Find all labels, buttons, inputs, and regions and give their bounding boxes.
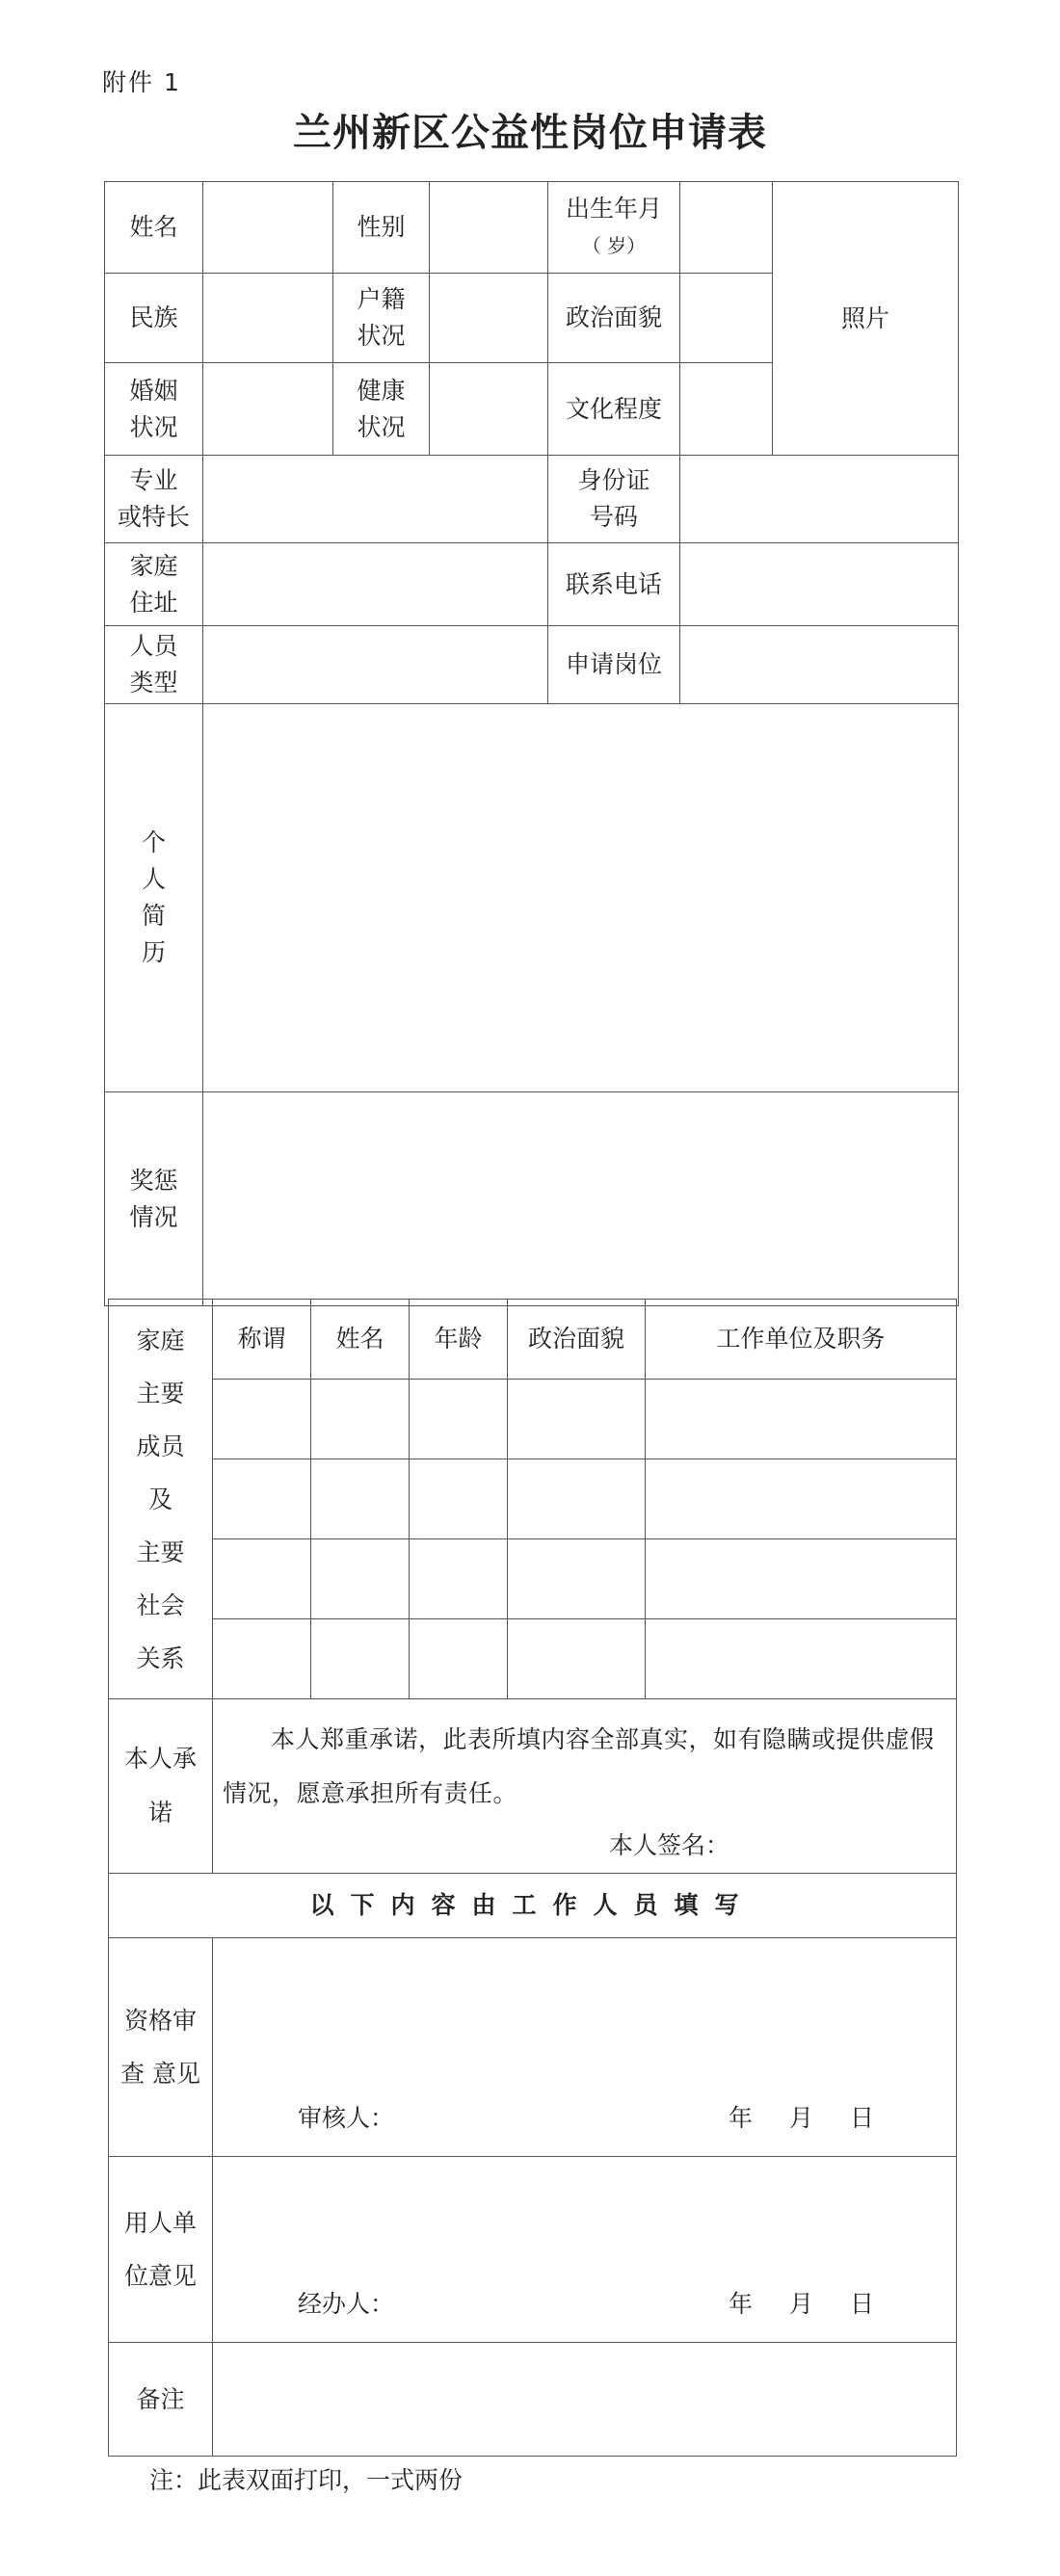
cell[interactable] xyxy=(410,1380,508,1459)
cell[interactable] xyxy=(646,1539,957,1619)
cell[interactable] xyxy=(311,1380,410,1459)
person-type-field[interactable] xyxy=(203,626,548,704)
attachment-label: 附件 1 xyxy=(102,68,181,96)
table-row xyxy=(109,1380,957,1459)
col-name: 姓名 xyxy=(311,1300,410,1380)
awards-label: 奖惩 情况 xyxy=(105,1092,203,1306)
remarks-label: 备注 xyxy=(109,2343,213,2457)
cell[interactable] xyxy=(311,1619,410,1699)
name-label: 姓名 xyxy=(105,182,203,274)
address-field[interactable] xyxy=(203,543,548,626)
specialty-label: 专业 或特长 xyxy=(105,456,203,543)
position-label: 申请岗位 xyxy=(548,626,680,704)
cell[interactable] xyxy=(410,1619,508,1699)
awards-field[interactable] xyxy=(203,1092,959,1306)
education-label: 文化程度 xyxy=(548,363,680,456)
employer-opinion-field[interactable] xyxy=(213,2157,957,2343)
pledge-text: 本人郑重承诺，此表所填内容全部真实，如有隐瞒或提供虚假情况，愿意承担所有责任。 xyxy=(223,1725,935,1807)
col-political: 政治面貌 xyxy=(508,1300,646,1380)
photo-box[interactable]: 照片 xyxy=(773,182,959,456)
form-title: 兰州新区公益性岗位申请表 xyxy=(293,110,767,155)
gender-field[interactable] xyxy=(430,182,548,274)
id-field[interactable] xyxy=(680,456,959,543)
education-field[interactable] xyxy=(680,363,773,456)
staff-section-header: 以下内容由工作人员填写 xyxy=(109,1874,957,1938)
cell[interactable] xyxy=(213,1619,311,1699)
ethnicity-field[interactable] xyxy=(203,274,333,363)
pledge-label: 本人承 诺 xyxy=(109,1699,213,1874)
health-field[interactable] xyxy=(430,363,548,456)
birth-label: 出生年月 （ 岁） xyxy=(548,182,680,274)
cell[interactable] xyxy=(508,1459,646,1539)
phone-label: 联系电话 xyxy=(548,543,680,626)
cell[interactable] xyxy=(213,1539,311,1619)
col-employer: 工作单位及职务 xyxy=(646,1300,957,1380)
health-label: 健康 状况 xyxy=(333,363,430,456)
cell[interactable] xyxy=(311,1539,410,1619)
hukou-label: 户籍 状况 xyxy=(333,274,430,363)
cell[interactable] xyxy=(508,1619,646,1699)
cell[interactable] xyxy=(508,1539,646,1619)
name-field[interactable] xyxy=(203,182,333,274)
col-age: 年龄 xyxy=(410,1300,508,1380)
marital-label: 婚姻 状况 xyxy=(105,363,203,456)
table-row xyxy=(109,1619,957,1699)
cell[interactable] xyxy=(410,1459,508,1539)
phone-field[interactable] xyxy=(680,543,959,626)
cell[interactable] xyxy=(213,1459,311,1539)
cell[interactable] xyxy=(213,1380,311,1459)
political-field[interactable] xyxy=(680,274,773,363)
birth-field[interactable] xyxy=(680,182,773,274)
resume-field[interactable] xyxy=(203,704,959,1092)
cell[interactable] xyxy=(410,1539,508,1619)
hukou-field[interactable] xyxy=(430,274,548,363)
footnote: 注：此表双面打印，一式两份 xyxy=(149,2466,464,2494)
table-row xyxy=(109,1459,957,1539)
signature-label: 本人签名： xyxy=(608,1831,729,1859)
review-label: 资格审 查 意见 xyxy=(109,1938,213,2157)
id-label: 身份证 号码 xyxy=(548,456,680,543)
cell[interactable] xyxy=(646,1459,957,1539)
review-date: 年 月 日 xyxy=(729,2104,875,2132)
cell[interactable] xyxy=(646,1380,957,1459)
family-side-label: 家庭 主要 成员 及 主要 社会 关系 xyxy=(109,1300,213,1699)
handler-label: 经办人： xyxy=(298,2290,395,2318)
gender-label: 性别 xyxy=(333,182,430,274)
political-label: 政治面貌 xyxy=(548,274,680,363)
col-relation: 称谓 xyxy=(213,1300,311,1380)
reviewer-label: 审核人： xyxy=(298,2104,395,2132)
cell[interactable] xyxy=(311,1459,410,1539)
remarks-field[interactable] xyxy=(213,2343,957,2457)
personal-info-table xyxy=(104,181,959,1306)
pledge-cell xyxy=(213,1699,957,1874)
position-field[interactable] xyxy=(680,626,959,704)
employer-date: 年 月 日 xyxy=(729,2290,875,2318)
cell[interactable] xyxy=(508,1380,646,1459)
marital-field[interactable] xyxy=(203,363,333,456)
table-row xyxy=(109,1539,957,1619)
review-opinion-field[interactable] xyxy=(213,1938,957,2157)
specialty-field[interactable] xyxy=(203,456,548,543)
ethnicity-label: 民族 xyxy=(105,274,203,363)
address-label: 家庭 住址 xyxy=(105,543,203,626)
cell[interactable] xyxy=(646,1619,957,1699)
family-and-approval-table xyxy=(108,1299,957,2457)
resume-label: 个 人 简 历 xyxy=(105,704,203,1092)
person-type-label: 人员 类型 xyxy=(105,626,203,704)
employer-label: 用人单 位意见 xyxy=(109,2157,213,2343)
